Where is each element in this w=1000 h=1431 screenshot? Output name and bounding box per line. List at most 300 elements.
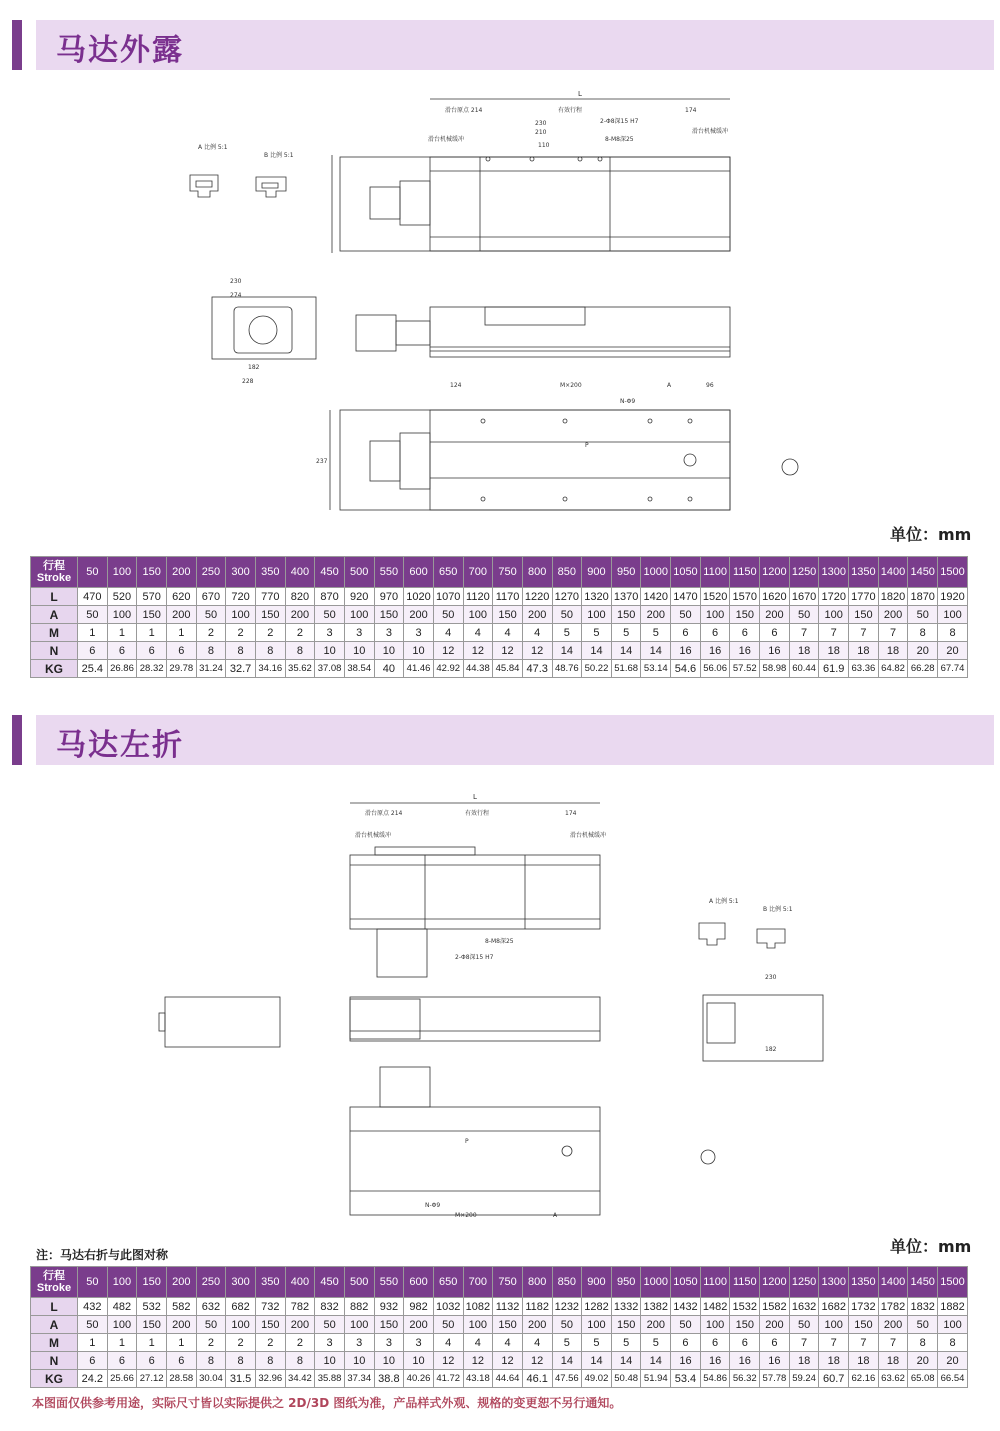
row-label: KG bbox=[31, 660, 78, 678]
table-cell: 432 bbox=[78, 1298, 108, 1316]
table-cell: 12 bbox=[433, 642, 463, 660]
table-cell: 20 bbox=[938, 1352, 968, 1370]
table-cell: 47.3 bbox=[522, 660, 552, 678]
table-cell: 200 bbox=[166, 1316, 196, 1334]
table-cell: 1370 bbox=[611, 588, 641, 606]
stroke-header-cell: 700 bbox=[463, 1267, 493, 1298]
table-cell: 50 bbox=[196, 1316, 226, 1334]
left-side-view bbox=[159, 997, 280, 1047]
detail-views-right bbox=[699, 897, 793, 948]
table-cell: 200 bbox=[166, 606, 196, 624]
table-cell: 10 bbox=[374, 642, 404, 660]
table-cell: 6 bbox=[730, 624, 760, 642]
table-cell: 520 bbox=[107, 588, 137, 606]
stroke-header-cell: 200 bbox=[166, 557, 196, 588]
table-cell: 920 bbox=[344, 588, 374, 606]
table-cell: 66.54 bbox=[938, 1370, 968, 1388]
table-cell: 150 bbox=[611, 1316, 641, 1334]
section-header-motor-left-fold bbox=[12, 715, 994, 765]
dim-l: L bbox=[578, 90, 582, 98]
stroke-header-cell: 1200 bbox=[760, 557, 790, 588]
table-cell: 150 bbox=[255, 606, 285, 624]
table-cell: 1 bbox=[107, 624, 137, 642]
table-cell: 200 bbox=[285, 606, 315, 624]
table-cell: 150 bbox=[849, 606, 879, 624]
table-cell: 1082 bbox=[463, 1298, 493, 1316]
stroke-header-cell: 150 bbox=[137, 1267, 167, 1298]
table-row-kg bbox=[31, 1370, 968, 1388]
table-cell: 50.22 bbox=[582, 660, 612, 678]
stroke-header-cell: 400 bbox=[285, 557, 315, 588]
table-cell: 100 bbox=[463, 606, 493, 624]
stroke-header-cell: 1300 bbox=[819, 1267, 849, 1298]
table-cell: 4 bbox=[522, 624, 552, 642]
table-cell: 200 bbox=[878, 606, 908, 624]
table-cell: 26.86 bbox=[107, 660, 137, 678]
hole-n-label: N-Φ9 bbox=[620, 398, 636, 405]
table-cell: 37.08 bbox=[315, 660, 345, 678]
table-cell: 10 bbox=[404, 642, 434, 660]
table-cell: 12 bbox=[522, 642, 552, 660]
hole-2-label: 2-Φ8深15 H7 bbox=[600, 118, 639, 125]
bottom-view bbox=[316, 382, 798, 510]
table-cell: 7 bbox=[849, 1334, 879, 1352]
table-cell: 6 bbox=[730, 1334, 760, 1352]
table-cell: 50 bbox=[671, 606, 701, 624]
table-cell: 51.68 bbox=[611, 660, 641, 678]
table-cell: 150 bbox=[730, 1316, 760, 1334]
table-cell: 24.2 bbox=[78, 1370, 108, 1388]
table-cell: 1620 bbox=[760, 588, 790, 606]
section-title: 马达外露 bbox=[56, 33, 184, 68]
table-cell: 4 bbox=[522, 1334, 552, 1352]
stroke-header-cell: 900 bbox=[582, 1267, 612, 1298]
table-cell: 65.08 bbox=[908, 1370, 938, 1388]
dim-274-end: 274 bbox=[230, 292, 242, 299]
table-cell: 150 bbox=[255, 1316, 285, 1334]
table-cell: 970 bbox=[374, 588, 404, 606]
table-cell: 2 bbox=[196, 624, 226, 642]
table-cell: 2 bbox=[255, 624, 285, 642]
table-cell: 14 bbox=[611, 1352, 641, 1370]
table-cell: 1 bbox=[166, 1334, 196, 1352]
table-cell: 30.04 bbox=[196, 1370, 226, 1388]
table-cell: 43.18 bbox=[463, 1370, 493, 1388]
hole-p-label: P bbox=[465, 1138, 469, 1145]
detail-view-b bbox=[256, 151, 294, 197]
stroke-header-cell: 1100 bbox=[700, 1267, 730, 1298]
stroke-header-cell: 300 bbox=[226, 1267, 256, 1298]
table-cell: 20 bbox=[938, 642, 968, 660]
end-view bbox=[212, 278, 316, 385]
table-cell: 8 bbox=[285, 1352, 315, 1370]
dim-a: A bbox=[553, 1212, 558, 1219]
table-cell: 1032 bbox=[433, 1298, 463, 1316]
stroke-header-cell: 行程 Stroke bbox=[31, 1267, 78, 1298]
table-cell: 4 bbox=[493, 624, 523, 642]
table-cell: 200 bbox=[760, 1316, 790, 1334]
stroke-header-cell: 1500 bbox=[938, 557, 968, 588]
stroke-header-cell: 1350 bbox=[849, 557, 879, 588]
stroke-header-cell: 750 bbox=[493, 1267, 523, 1298]
stroke-header-cell: 50 bbox=[78, 1267, 108, 1298]
table-cell: 1720 bbox=[819, 588, 849, 606]
table-cell: 18 bbox=[878, 1352, 908, 1370]
table-cell: 1132 bbox=[493, 1298, 523, 1316]
bottom-view bbox=[350, 1067, 600, 1219]
table-cell: 1532 bbox=[730, 1298, 760, 1316]
dim-182-end: 182 bbox=[765, 1046, 777, 1053]
table-cell: 1732 bbox=[849, 1298, 879, 1316]
table-cell: 1282 bbox=[582, 1298, 612, 1316]
table-cell: 50 bbox=[315, 1316, 345, 1334]
table-cell: 8 bbox=[908, 624, 938, 642]
table-cell: 37.34 bbox=[344, 1370, 374, 1388]
table-cell: 632 bbox=[196, 1298, 226, 1316]
table-cell: 200 bbox=[404, 606, 434, 624]
table-cell: 6 bbox=[700, 1334, 730, 1352]
table-cell: 1070 bbox=[433, 588, 463, 606]
table-cell: 1832 bbox=[908, 1298, 938, 1316]
table-cell: 1470 bbox=[671, 588, 701, 606]
dim-174: 174 bbox=[685, 107, 697, 114]
disclaimer-footer: 本图面仅供参考用途，实际尺寸皆以实际提供之 2D/3D 图纸为准，产品样式外观、规格的变更恕不另行通知。 bbox=[32, 1396, 622, 1410]
table-cell: 782 bbox=[285, 1298, 315, 1316]
table-cell: 150 bbox=[493, 1316, 523, 1334]
stroke-header-cell: 50 bbox=[78, 557, 108, 588]
stroke-header-cell: 450 bbox=[315, 557, 345, 588]
table-cell: 6 bbox=[700, 624, 730, 642]
table-cell: 14 bbox=[611, 642, 641, 660]
table-cell: 1670 bbox=[789, 588, 819, 606]
dim-mx200: M×200 bbox=[560, 382, 582, 389]
table-cell: 67.74 bbox=[938, 660, 968, 678]
dim-110: 110 bbox=[538, 142, 550, 149]
dim-174: 174 bbox=[565, 810, 577, 817]
table-cell: 29.78 bbox=[166, 660, 196, 678]
dim-a: A bbox=[667, 382, 672, 389]
stroke-header-cell: 1050 bbox=[671, 1267, 701, 1298]
table-header-row bbox=[31, 557, 968, 588]
table-cell: 18 bbox=[819, 642, 849, 660]
dim-124: 124 bbox=[450, 382, 462, 389]
table-cell: 49.02 bbox=[582, 1370, 612, 1388]
stroke-header-cell: 1400 bbox=[878, 557, 908, 588]
dim-210: 210 bbox=[535, 129, 547, 136]
table-cell: 5 bbox=[641, 624, 671, 642]
table-cell: 1 bbox=[166, 624, 196, 642]
table-cell: 7 bbox=[819, 1334, 849, 1352]
row-label: L bbox=[31, 1298, 78, 1316]
end-view-right bbox=[701, 974, 823, 1164]
table-cell: 932 bbox=[374, 1298, 404, 1316]
dim-slide-start: 滑台原点 214 bbox=[365, 810, 403, 817]
table-cell: 150 bbox=[374, 606, 404, 624]
table-cell: 34.42 bbox=[285, 1370, 315, 1388]
table-cell: 7 bbox=[878, 624, 908, 642]
stroke-header-cell: 600 bbox=[404, 557, 434, 588]
table-cell: 46.1 bbox=[522, 1370, 552, 1388]
table-cell: 200 bbox=[522, 1316, 552, 1334]
table-cell: 4 bbox=[463, 1334, 493, 1352]
table-cell: 1382 bbox=[641, 1298, 671, 1316]
table-cell: 8 bbox=[226, 1352, 256, 1370]
table-cell: 25.4 bbox=[78, 660, 108, 678]
table-cell: 3 bbox=[374, 1334, 404, 1352]
dim-effective-stroke: 有效行程 bbox=[558, 107, 583, 114]
table-cell: 12 bbox=[463, 642, 493, 660]
table-cell: 50 bbox=[433, 1316, 463, 1334]
table-cell: 1520 bbox=[700, 588, 730, 606]
dim-effective-stroke: 有效行程 bbox=[465, 810, 490, 817]
table-cell: 6 bbox=[760, 624, 790, 642]
table-cell: 4 bbox=[433, 1334, 463, 1352]
table-cell: 100 bbox=[582, 1316, 612, 1334]
dim-228-end: 228 bbox=[242, 378, 254, 385]
table-cell: 2 bbox=[285, 624, 315, 642]
table-cell: 38.8 bbox=[374, 1370, 404, 1388]
slide-buffer-label-right: 滑台机械缓冲 bbox=[692, 128, 729, 135]
row-label: N bbox=[31, 642, 78, 660]
dim-slide-start: 滑台原点 214 bbox=[445, 107, 483, 114]
table-cell: 6 bbox=[107, 642, 137, 660]
table-cell: 3 bbox=[315, 1334, 345, 1352]
table-cell: 7 bbox=[819, 624, 849, 642]
stroke-header-cell: 350 bbox=[255, 1267, 285, 1298]
table-row-n bbox=[31, 642, 968, 660]
table-cell: 100 bbox=[819, 606, 849, 624]
stroke-header-cell: 100 bbox=[107, 557, 137, 588]
table-row-a bbox=[31, 1316, 968, 1334]
table-cell: 4 bbox=[463, 624, 493, 642]
table-cell: 50 bbox=[315, 606, 345, 624]
table-cell: 200 bbox=[878, 1316, 908, 1334]
stroke-header-cell: 900 bbox=[582, 557, 612, 588]
table-cell: 832 bbox=[315, 1298, 345, 1316]
table-cell: 50 bbox=[552, 1316, 582, 1334]
table-cell: 50 bbox=[196, 606, 226, 624]
table-cell: 6 bbox=[78, 642, 108, 660]
table-cell: 870 bbox=[315, 588, 345, 606]
dim-230: 230 bbox=[535, 120, 547, 127]
table-cell: 16 bbox=[760, 642, 790, 660]
table-cell: 14 bbox=[552, 1352, 582, 1370]
table-cell: 3 bbox=[374, 624, 404, 642]
table-cell: 5 bbox=[582, 1334, 612, 1352]
table-cell: 100 bbox=[938, 606, 968, 624]
table-cell: 10 bbox=[404, 1352, 434, 1370]
hole-8-label: 8-M8深25 bbox=[485, 938, 514, 945]
table-cell: 14 bbox=[552, 642, 582, 660]
table-cell: 770 bbox=[255, 588, 285, 606]
table-cell: 56.06 bbox=[700, 660, 730, 678]
table-cell: 63.62 bbox=[878, 1370, 908, 1388]
table-cell: 18 bbox=[789, 642, 819, 660]
table-cell: 10 bbox=[315, 1352, 345, 1370]
stroke-header-cell: 1250 bbox=[789, 1267, 819, 1298]
table-cell: 12 bbox=[493, 642, 523, 660]
stroke-header-cell: 1150 bbox=[730, 1267, 760, 1298]
table-cell: 12 bbox=[463, 1352, 493, 1370]
table-cell: 10 bbox=[315, 642, 345, 660]
table-cell: 14 bbox=[582, 642, 612, 660]
slide-buffer-label: 滑台机械缓冲 bbox=[355, 832, 392, 839]
table-cell: 51.94 bbox=[641, 1370, 671, 1388]
table-cell: 100 bbox=[938, 1316, 968, 1334]
table-cell: 56.32 bbox=[730, 1370, 760, 1388]
table-cell: 100 bbox=[344, 1316, 374, 1334]
table-cell: 200 bbox=[641, 1316, 671, 1334]
table-cell: 1682 bbox=[819, 1298, 849, 1316]
table-cell: 200 bbox=[522, 606, 552, 624]
table-cell: 6 bbox=[671, 1334, 701, 1352]
table-cell: 150 bbox=[137, 606, 167, 624]
table-cell: 1170 bbox=[493, 588, 523, 606]
stroke-header-cell: 200 bbox=[166, 1267, 196, 1298]
table-cell: 882 bbox=[344, 1298, 374, 1316]
table-cell: 1770 bbox=[849, 588, 879, 606]
stroke-header-cell: 100 bbox=[107, 1267, 137, 1298]
slide-buffer-label: 滑台机械缓冲 bbox=[428, 136, 465, 143]
stroke-header-cell: 1350 bbox=[849, 1267, 879, 1298]
table-cell: 1420 bbox=[641, 588, 671, 606]
table-cell: 16 bbox=[671, 1352, 701, 1370]
table-cell: 12 bbox=[493, 1352, 523, 1370]
stroke-header-cell: 350 bbox=[255, 557, 285, 588]
table-cell: 2 bbox=[196, 1334, 226, 1352]
table-cell: 100 bbox=[819, 1316, 849, 1334]
table-cell: 35.88 bbox=[315, 1370, 345, 1388]
table-cell: 670 bbox=[196, 588, 226, 606]
stroke-header-cell: 1000 bbox=[641, 1267, 671, 1298]
stroke-header-cell: 700 bbox=[463, 557, 493, 588]
table-cell: 7 bbox=[849, 624, 879, 642]
row-label: A bbox=[31, 606, 78, 624]
table-cell: 2 bbox=[226, 1334, 256, 1352]
dim-mx200: M×200 bbox=[455, 1212, 477, 1219]
stroke-header-cell: 1150 bbox=[730, 557, 760, 588]
table-cell: 1920 bbox=[938, 588, 968, 606]
table-row-m bbox=[31, 1334, 968, 1352]
table-cell: 25.66 bbox=[107, 1370, 137, 1388]
hole-8-label: 8-M8深25 bbox=[605, 136, 634, 143]
table-cell: 47.56 bbox=[552, 1370, 582, 1388]
table-cell: 150 bbox=[849, 1316, 879, 1334]
table-cell: 50 bbox=[552, 606, 582, 624]
table-cell: 8 bbox=[938, 624, 968, 642]
table-cell: 6 bbox=[760, 1334, 790, 1352]
table-cell: 5 bbox=[552, 624, 582, 642]
table-cell: 12 bbox=[433, 1352, 463, 1370]
table-cell: 60.44 bbox=[789, 660, 819, 678]
unit-label: 单位：mm bbox=[890, 525, 972, 544]
table-cell: 54.86 bbox=[700, 1370, 730, 1388]
table-cell: 10 bbox=[344, 1352, 374, 1370]
table-cell: 7 bbox=[789, 1334, 819, 1352]
header-accent-bar bbox=[12, 715, 22, 765]
stroke-header-cell: 950 bbox=[611, 557, 641, 588]
table-cell: 150 bbox=[374, 1316, 404, 1334]
table-cell: 470 bbox=[78, 588, 108, 606]
table-cell: 62.16 bbox=[849, 1370, 879, 1388]
top-view bbox=[332, 90, 730, 253]
table-cell: 1 bbox=[78, 624, 108, 642]
table-cell: 4 bbox=[433, 624, 463, 642]
table-cell: 45.84 bbox=[493, 660, 523, 678]
table-cell: 42.92 bbox=[433, 660, 463, 678]
table-cell: 5 bbox=[611, 1334, 641, 1352]
table-cell: 5 bbox=[641, 1334, 671, 1352]
top-view bbox=[350, 793, 606, 977]
stroke-header-cell: 550 bbox=[374, 557, 404, 588]
stroke-header-cell: 850 bbox=[552, 557, 582, 588]
slide-buffer-label-right: 滑台机械缓冲 bbox=[570, 832, 607, 839]
table-cell: 720 bbox=[226, 588, 256, 606]
table-cell: 570 bbox=[137, 588, 167, 606]
stroke-header-cell: 1250 bbox=[789, 557, 819, 588]
table-cell: 48.76 bbox=[552, 660, 582, 678]
side-view bbox=[350, 997, 600, 1041]
row-label: A bbox=[31, 1316, 78, 1334]
table-cell: 32.96 bbox=[255, 1370, 285, 1388]
table-cell: 1582 bbox=[760, 1298, 790, 1316]
hole-n-label: N-Φ9 bbox=[425, 1202, 441, 1209]
stroke-header-cell: 650 bbox=[433, 1267, 463, 1298]
table-cell: 1120 bbox=[463, 588, 493, 606]
table-cell: 1332 bbox=[611, 1298, 641, 1316]
row-label: KG bbox=[31, 1370, 78, 1388]
table-row-m bbox=[31, 624, 968, 642]
table-cell: 50 bbox=[671, 1316, 701, 1334]
table-cell: 200 bbox=[404, 1316, 434, 1334]
stroke-header-cell: 150 bbox=[137, 557, 167, 588]
stroke-header-cell: 250 bbox=[196, 1267, 226, 1298]
stroke-header-cell: 1100 bbox=[700, 557, 730, 588]
table-row-kg bbox=[31, 660, 968, 678]
table-cell: 66.28 bbox=[908, 660, 938, 678]
table-cell: 8 bbox=[196, 1352, 226, 1370]
table-cell: 64.82 bbox=[878, 660, 908, 678]
table-cell: 7 bbox=[789, 624, 819, 642]
table-cell: 20 bbox=[908, 642, 938, 660]
table-cell: 100 bbox=[700, 1316, 730, 1334]
table-cell: 5 bbox=[582, 624, 612, 642]
table-cell: 1 bbox=[137, 1334, 167, 1352]
table-cell: 50 bbox=[908, 606, 938, 624]
stroke-header-cell: 1050 bbox=[671, 557, 701, 588]
table-cell: 7 bbox=[878, 1334, 908, 1352]
table-cell: 6 bbox=[671, 624, 701, 642]
table-cell: 27.12 bbox=[137, 1370, 167, 1388]
table-cell: 1632 bbox=[789, 1298, 819, 1316]
table-cell: 18 bbox=[849, 1352, 879, 1370]
table-cell: 3 bbox=[404, 624, 434, 642]
table-cell: 100 bbox=[463, 1316, 493, 1334]
detail-a-label: A 比例 5:1 bbox=[198, 144, 228, 151]
table-cell: 6 bbox=[107, 1352, 137, 1370]
table-cell: 200 bbox=[285, 1316, 315, 1334]
table-cell: 14 bbox=[641, 1352, 671, 1370]
table-cell: 57.52 bbox=[730, 660, 760, 678]
table-cell: 50 bbox=[433, 606, 463, 624]
table-cell: 16 bbox=[671, 642, 701, 660]
table-cell: 620 bbox=[166, 588, 196, 606]
table-cell: 1432 bbox=[671, 1298, 701, 1316]
table-cell: 2 bbox=[285, 1334, 315, 1352]
detail-view-a bbox=[190, 143, 228, 197]
table-cell: 1270 bbox=[552, 588, 582, 606]
table-cell: 44.38 bbox=[463, 660, 493, 678]
